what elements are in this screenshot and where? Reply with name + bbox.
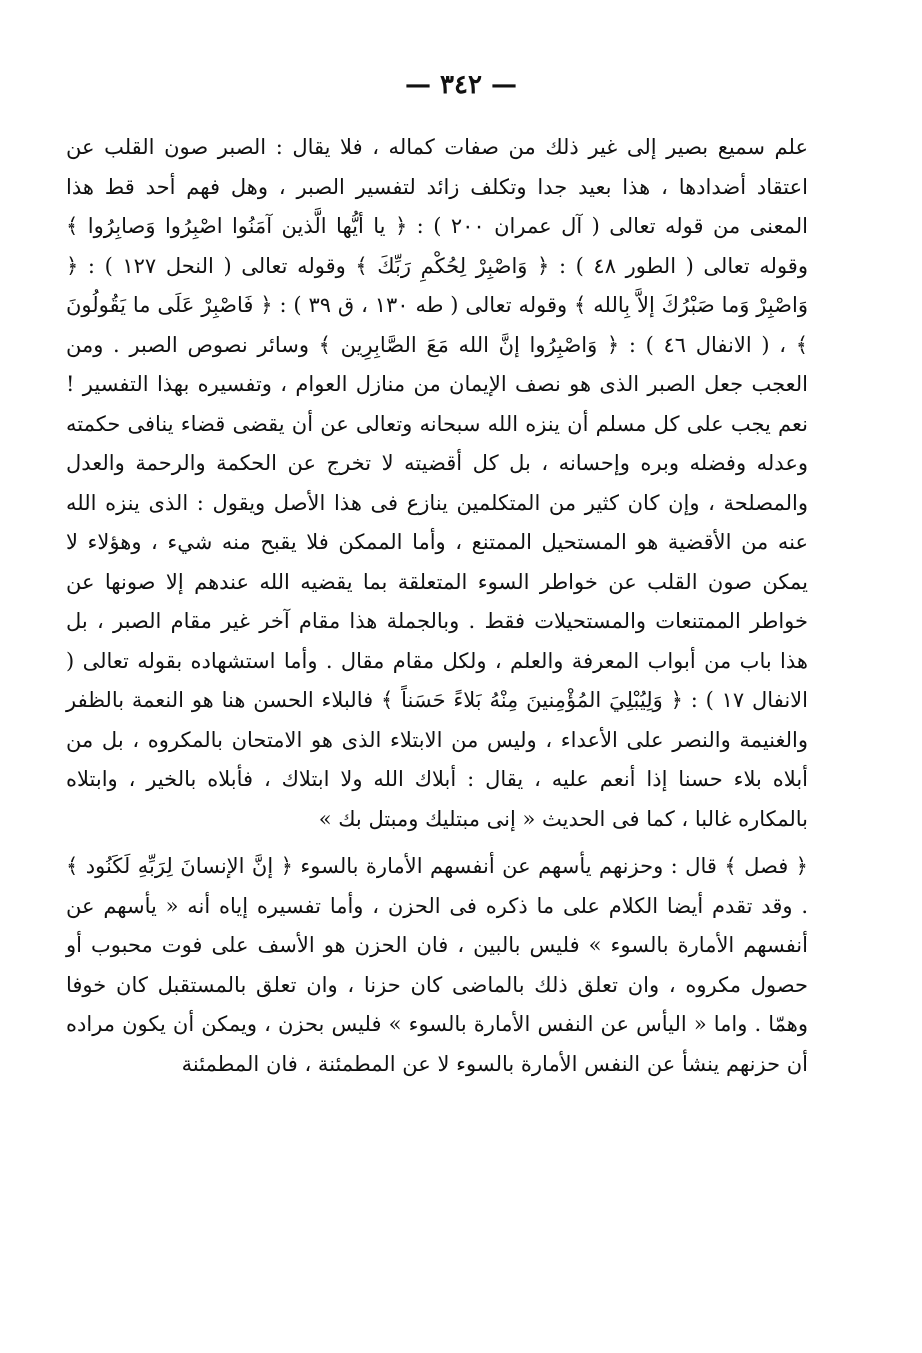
page-body xyxy=(66,128,808,1084)
paragraph-main: علم سميع بصير إلى غير ذلك من صفات كماله ، فلا يقال : الصبر صون القلب عن اعتقاد أضدادها ، هذا بعيد جدا وتكلف زائد لتفسير الصبر ، وهل فهم أحد قط هذا المعنى من قوله تعالى ( آل عمران ٢٠٠ ) : ﴿ يا أيُّها الَّذين آمَنُوا اصْبِرُوا وَصابِرُوا ﴾ وقوله تعالى ( الطور ٤٨ ) : ﴿ وَاصْبِرْ لِحُكْمِ رَبِّكَ ﴾ وقوله تعالى ( النحل ١٢٧ ) : ﴿ وَاصْبِرْ وَما صَبْرُكَ إلاَّ بِالله ﴾ وقوله تعالى ( طه ١٣٠ ، ق ٣٩ ) : ﴿ فَاصْبِرْ عَلَى ما يَقُولُونَ ﴾ ، ( الانفال ٤٦ ) : ﴿ وَاصْبِرُوا إنَّ الله مَعَ الصَّابِرِين ﴾ وسائر نصوص الصبر . ومن العجب جعل الصبر الذى هو نصف الإيمان من منازل العوام ، وتفسيره بهذا التفسير ! نعم يجب على كل مسلم أن ينزه الله سبحانه وتعالى عن أن يقضى قضاء ينافى حكمته وعدله وفضله وبره وإحسانه ، بل كل أقضيته لا تخرج عن الحكمة والرحمة والعدل والمصلحة ، وإن كان كثير من المتكلمين ينازع فى هذا الأصل ويقول : الذى ينزه الله عنه من الأقضية هو المستحيل الممتنع ، وأما الممكن فلا يقبح منه شيء ، وهؤلاء لا يمكن صون القلب عن خواطر السوء المتعلقة بما يقضيه الله عندهم إلا صونها عن خواطر الممتنعات والمستحيلات فقط . وبالجملة هذا مقام آخر غير مقام الصبر ، بل هذا باب من أبواب المعرفة والعلم ، ولكل مقام مقال . وأما استشهاده بقوله تعالى ( الانفال ١٧ ) : ﴿ وَلِيُبْلِيَ المُؤْمِنينَ مِنْهُ بَلاءً حَسَناً ﴾ فالبلاء الحسن هنا هو النعمة بالظفر والغنيمة والنصر على الأعداء ، وليس من الابتلاء الذى هو الامتحان بالمكروه ، بل من أبلاه بلاء حسنا إذا أنعم عليه ، يقال : أبلاك الله ولا ابتلاك ، فأبلاه بالخير ، وابتلاه بالمكاره غالبا ، كما فى الحديث « إنى مبتليك ومبتل بك » xyxy=(66,135,808,831)
page-number: — ٣٤٢ — xyxy=(404,70,518,100)
paragraph-fasl: ﴿ فصل ﴾ قال : وحزنهم يأسهم عن أنفسهم الأمارة بالسوء ﴿ إنَّ الإنسانَ لِرَبِّهِ لَكَنُود ﴾ . وقد تقدم أيضا الكلام على ما ذكره فى الحزن ، وأما تفسيره إياه أنه « يأسهم عن أنفسهم الأمارة بالسوء » فليس بالبين ، فان الحزن هو الأسف على فوت محبوب أو حصول مكروه ، وان تعلق ذلك بالماضى كان حزنا ، وان تعلق بالمستقبل كان خوفا وهمّا . واما « اليأس عن النفس الأمارة بالسوء » فليس بحزن ، ويمكن أن يكون مراده أن حزنهم ينشأ عن النفس الأمارة بالسوء لا عن المطمئنة ، فان المطمئنة xyxy=(66,854,808,1076)
